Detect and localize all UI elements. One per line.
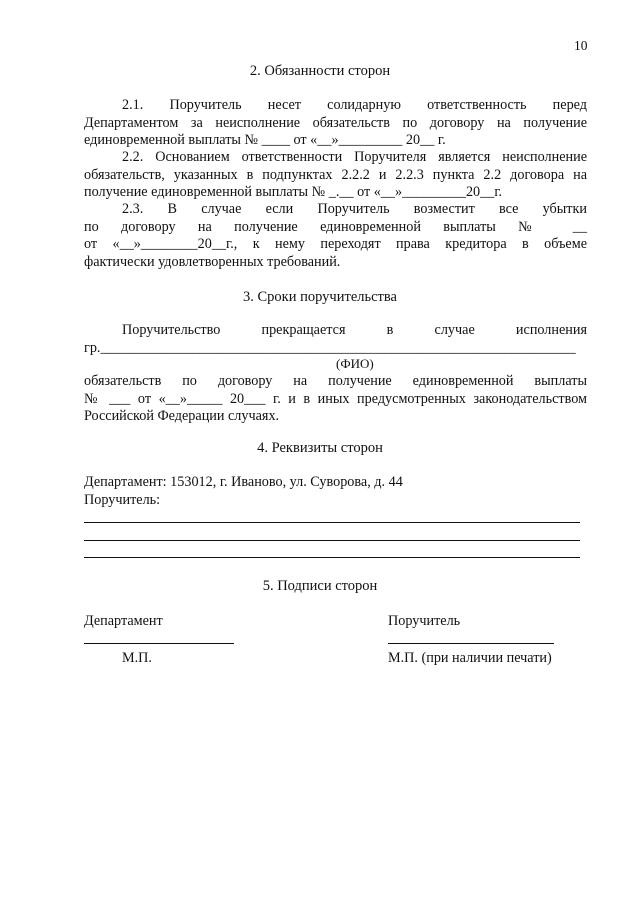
department-signature-label: Департамент bbox=[84, 613, 163, 629]
department-requisites: Департамент: 153012, г. Иваново, ул. Суворова, д. 44 bbox=[84, 474, 403, 490]
section-3-title: 3. Сроки поручительства bbox=[243, 289, 397, 305]
clause-2-1 bbox=[84, 97, 587, 150]
department-seal: М.П. bbox=[122, 650, 152, 666]
term-clause-continued bbox=[84, 373, 587, 426]
section-2-title: 2. Обязанности сторон bbox=[249, 63, 391, 79]
clause-2-2 bbox=[84, 149, 587, 202]
term-line-5: Российской Федерации случаях. bbox=[84, 408, 280, 424]
clause-2-2-line-3: получение единовременной выплаты № _.__ от «__»_________20__г. bbox=[84, 184, 503, 200]
term-line-2: гр.___________________________________________________________________ bbox=[84, 339, 576, 356]
clause-2-2-line-1: 2.2. Основанием ответственности Поручителя является неисполнение bbox=[122, 149, 587, 165]
guarantor-requisites-label: Поручитель: bbox=[84, 492, 161, 508]
term-clause bbox=[84, 322, 587, 357]
clause-2-1-line-2: Департаментом за неисполнение обязательств по договору на получение bbox=[84, 114, 587, 131]
clause-2-1-line-1: 2.1. Поручитель несет солидарную ответственность перед bbox=[122, 97, 587, 113]
guarantor-line-2 bbox=[84, 540, 580, 541]
guarantor-seal: М.П. (при наличии печати) bbox=[388, 650, 552, 666]
guarantor-line-3 bbox=[84, 557, 580, 558]
clause-2-3-line-4: фактически удовлетворенных требований. bbox=[84, 253, 341, 270]
section-5-title: 5. Подписи сторон bbox=[262, 578, 378, 594]
clause-2-1-line-3: единовременной выплаты № ____ от «__»_________ 20__ г. bbox=[84, 132, 446, 148]
clause-2-3 bbox=[84, 201, 587, 271]
guarantor-signature-label: Поручитель bbox=[388, 613, 461, 629]
guarantor-signature-line bbox=[388, 643, 554, 644]
clause-2-3-line-1: 2.3. В случае если Поручитель возместит все убытки bbox=[122, 201, 587, 217]
term-line-1: Поручительство прекращается в случае исполнения bbox=[122, 322, 587, 338]
clause-2-2-line-2: обязательств, указанных в подпунктах 2.2.2 и 2.2.3 пункта 2.2 договора на bbox=[84, 166, 587, 183]
section-4-title: 4. Реквизиты сторон bbox=[257, 440, 383, 456]
term-line-3: обязательств по договору на получение единовременной выплаты bbox=[84, 373, 587, 389]
clause-2-3-line-2: по договору на получение единовременной выплаты № __ bbox=[84, 218, 587, 235]
guarantor-line-1 bbox=[84, 522, 580, 523]
page-number: 10 bbox=[574, 38, 588, 53]
term-line-4: № ___ от «__»_____ 20___ г. и в иных предусмотренных законодательством bbox=[84, 390, 587, 407]
clause-2-3-line-3: от «__»________20__г., к нему переходят права кредитора в объеме bbox=[84, 236, 587, 252]
department-signature-line bbox=[84, 643, 234, 644]
fio-caption: (ФИО) bbox=[336, 356, 374, 371]
